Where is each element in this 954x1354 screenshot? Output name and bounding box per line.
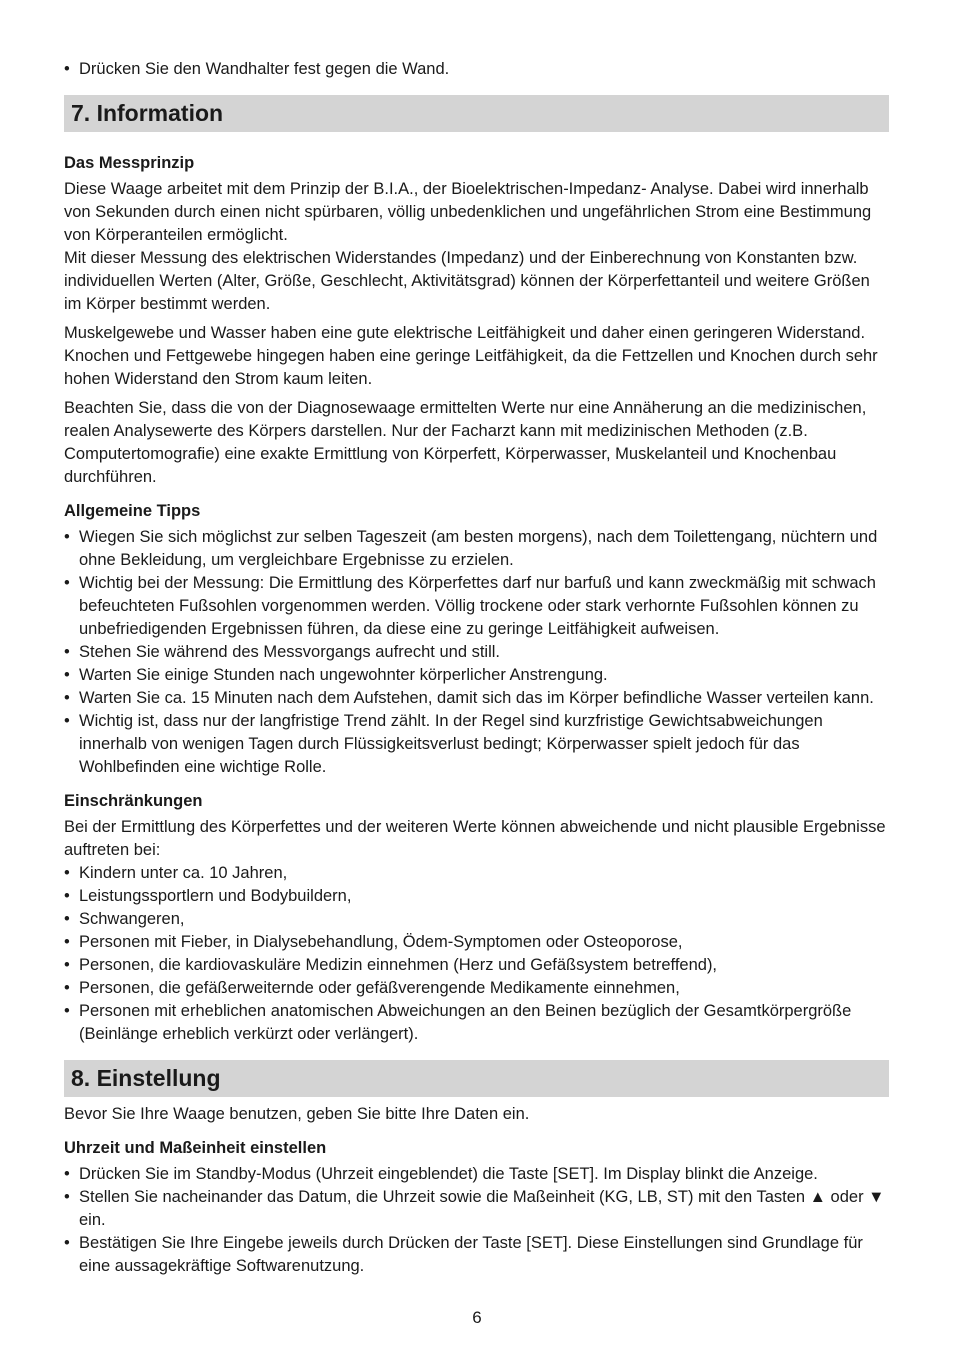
list-item: • Stellen Sie nacheinander das Datum, die Uhrzeit sowie die Maßeinheit (KG, LB, ST) mit den Tasten ▲ oder ▼ ein. (64, 1186, 889, 1232)
list-item: • Personen, die gefäßerweiternde oder gefäßverengende Medikamente einnehmen, (64, 977, 889, 1000)
einschraenkungen-intro: Bei der Ermittlung des Körperfettes und der weiteren Werte können abweichende und nicht plausible Ergebnisse auftreten bei: (64, 818, 886, 859)
tipps-heading: Allgemeine Tipps (64, 502, 201, 520)
uhrzeit-heading: Uhrzeit und Maßeinheit einstellen (64, 1139, 327, 1157)
list-item: • Personen, die kardiovaskuläre Medizin einnehmen (Herz und Gefäßsystem betreffend), (64, 954, 889, 977)
list-item: • Wichtig ist, dass nur der langfristige Trend zählt. In der Regel sind kurzfristige Gewichtsabweichungen innerhalb von wenigen Tagen durch Flüssigkeitsverlust bedingt; Körperwasser spielt jedoch für das Wohlbefinden eine wichtige Rolle. (64, 710, 889, 779)
messprinzip-paragraph-4: Beachten Sie, dass die von der Diagnosewaage ermittelten Werte nur eine Annäherung an die medizinischen, realen Analysewerte des Körpers darstellen. Nur der Facharzt kann mit medizinischen Methoden (z.B. Computertomografie) eine exakte Ermittlung von Körperfett, Körperwasser, Muskelanteil und Knochenbau durchführen. (64, 399, 867, 486)
list-item: • Warten Sie einige Stunden nach ungewohnter körperlicher Anstrengung. (64, 664, 889, 687)
top-bullet-list (64, 58, 889, 81)
section-8-header: 8. Einstellung (64, 1060, 889, 1097)
page-number: 6 (472, 1308, 482, 1327)
section-7-header: 7. Information (64, 95, 889, 132)
list-item: • Drücken Sie den Wandhalter fest gegen die Wand. (64, 58, 889, 81)
einschraenkungen-heading: Einschränkungen (64, 792, 203, 810)
list-item: • Kindern unter ca. 10 Jahren, (64, 862, 889, 885)
messprinzip-paragraph-1: Diese Waage arbeitet mit dem Prinzip der B.I.A., der Bioelektrischen-Impedanz- Analyse. Dabei wird innerhalb von Sekunden durch einen nicht spürbaren, völlig unbedenklichen und ungefährlichen Strom eine Bestimmung von Körperanteilen ermöglicht. (64, 180, 872, 244)
manual-page (64, 58, 889, 1278)
list-item: • Bestätigen Sie Ihre Eingebe jeweils durch Drücken der Taste [SET]. Diese Einstellungen sind Grundlage für eine aussagekräftige Softwarenutzung. (64, 1232, 889, 1278)
list-item: • Stehen Sie während des Messvorgangs aufrecht und still. (64, 641, 889, 664)
list-item: • Wiegen Sie sich möglichst zur selben Tageszeit (am besten morgens), nach dem Toilettengang, nüchtern und ohne Bekleidung, um vergleichbare Ergebnisse zu erzielen. (64, 526, 889, 572)
list-item: • Personen mit erheblichen anatomischen Abweichungen an den Beinen bezüglich der Gesamtkörpergröße (Beinlänge erheblich verkürzt oder verlängert). (64, 1000, 889, 1046)
list-item: • Drücken Sie im Standby-Modus (Uhrzeit eingeblendet) die Taste [SET]. Im Display blinkt die Anzeige. (64, 1163, 889, 1186)
einschraenkungen-list (64, 862, 889, 1046)
list-item: • Wichtig bei der Messung: Die Ermittlung des Körperfettes darf nur barfuß und kann zweckmäßig mit schwach befeuchteten Fußsohlen vorgenommen werden. Völlig trockene oder stark verhornte Fußsohlen können zu unbefriedigenden Ergebnissen führen, da diese eine zu geringe Leitfähigkeit aufweisen. (64, 572, 889, 641)
list-item: • Schwangeren, (64, 908, 889, 931)
messprinzip-paragraph-3: Muskelgewebe und Wasser haben eine gute elektrische Leitfähigkeit und daher einen geringeren Widerstand. Knochen und Fettgewebe hingegen haben eine geringe Leitfähigkeit, da die Fettzellen und Knochen durch sehr hohen Widerstand den Strom kaum leiten. (64, 324, 878, 388)
uhrzeit-list (64, 1163, 889, 1278)
einstellung-intro: Bevor Sie Ihre Waage benutzen, geben Sie bitte Ihre Daten ein. (64, 1105, 530, 1123)
messprinzip-paragraph-2: Mit dieser Messung des elektrischen Widerstandes (Impedanz) und der Einberechnung von Konstanten bzw. individuellen Werten (Alter, Größe, Geschlecht, Aktivitätsgrad) können der Körperfettanteil und weitere Größen im Körper bestimmt werden. (64, 249, 870, 313)
tipps-list (64, 526, 889, 779)
list-item: • Personen mit Fieber, in Dialysebehandlung, Ödem-Symptomen oder Osteoporose, (64, 931, 889, 954)
list-item: • Leistungssportlern und Bodybuildern, (64, 885, 889, 908)
list-item: • Warten Sie ca. 15 Minuten nach dem Aufstehen, damit sich das im Körper befindliche Wasser verteilen kann. (64, 687, 889, 710)
messprinzip-heading: Das Messprinzip (64, 154, 195, 172)
